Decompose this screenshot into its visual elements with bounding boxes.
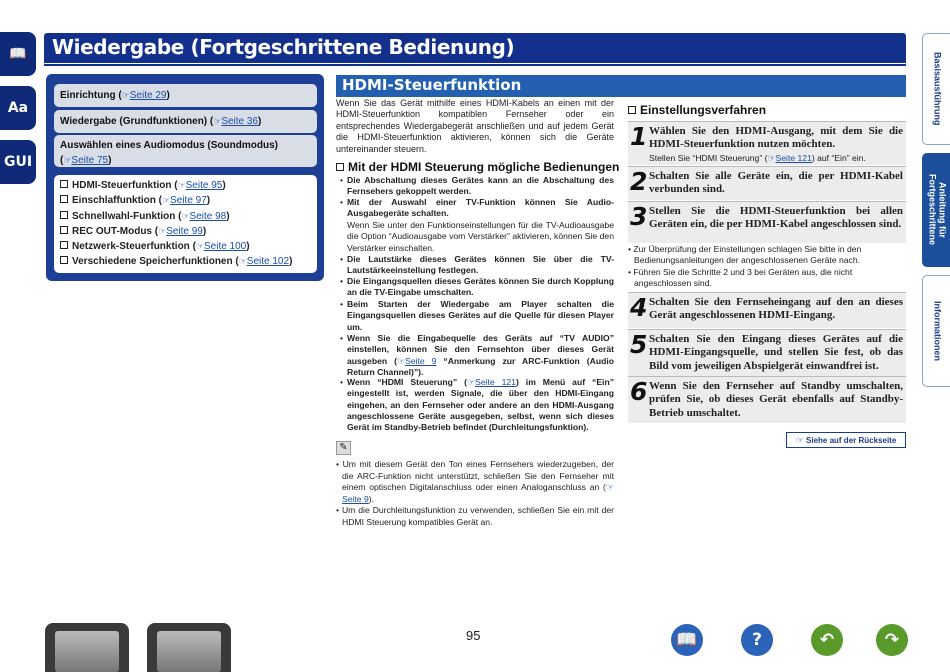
contents-icon[interactable]: 📖: [0, 32, 36, 76]
page-number: 95: [466, 628, 481, 643]
op-item: • Die Eingangsquellen dieses Gerätes können Sie durch Kopplung an die TV-Eingabe umschalten.: [340, 276, 614, 298]
step-1: 1 Wählen Sie den HDMI-Ausgang, mit dem Sie die HDMI-Steuerfunktion nutzen möchten. Stellen Sie “HDMI Steuerung” (☞Seite 121) auf “Ein” ein.: [628, 121, 906, 165]
gui-icon[interactable]: GUI: [0, 140, 36, 184]
hand-icon: ☞: [213, 116, 222, 126]
operations-heading: Mit der HDMI Steuerung mögliche Bedienungen: [336, 160, 619, 174]
front-panel-tab[interactable]: [45, 623, 129, 672]
checkbox-icon: [60, 256, 68, 264]
op-item: • Wenn “HDMI Steuerung” (☞Seite 121) im Menü auf “Ein” eingestellt ist, werden Signale, die über den HDMI-Eingang eingehen, an den Fernseher oder andere an den HDMI-Ausgang angeschlossene Geräte ausgegeben, selbst, wenn sich dieses Gerät im Standby-Betrieb befindet (Durchleitungsfunktion).: [340, 377, 614, 433]
tab-informationen[interactable]: Informationen: [922, 275, 950, 387]
tab-basisausfuehrung[interactable]: Basisausführung: [922, 33, 950, 145]
hand-icon: ☞: [795, 435, 804, 445]
nav-item-audiomodus[interactable]: Auswählen eines Audiomodus (Soundmodus) (☞Seite 75): [54, 135, 317, 167]
page-title: Wiedergabe (Fortgeschrittene Bedienung): [52, 35, 515, 59]
nav-sub-item[interactable]: Netzwerk-Steuerfunktion (☞Seite 100): [60, 239, 311, 254]
title-rule: [44, 64, 906, 66]
remote-tab[interactable]: [147, 623, 231, 672]
nav-sub-item[interactable]: Schnellwahl-Funktion (☞Seite 98): [60, 209, 311, 224]
chapter-nav: [46, 74, 324, 281]
hand-icon: ☞: [121, 90, 130, 100]
hand-icon: ☞: [63, 155, 72, 165]
checkbox-icon: [628, 106, 636, 114]
op-item: • Die Lautstärke dieses Gerätes können Sie über die TV-Lautstärkeeinstellung festlegen.: [340, 254, 614, 276]
help-icon[interactable]: ?: [741, 624, 773, 656]
op-item: • Wenn Sie die Eingabequelle des Geräts auf “TV AUDIO” einstellen, können Sie den Fernsehton über dieses Gerät ausgeben (☞Seite 9 “Anmerkung zur ARC-Funktion (Audio Return Channel)”).: [340, 333, 614, 377]
checkbox-icon: [60, 241, 68, 249]
op-item-note: Wenn Sie unter den Funktionseinstellungen für die TV-Audioausgabe die Option “Audioausgabe vom Verstärker” aktivieren, können Sie den Verstärker einschalten.: [347, 220, 614, 253]
step-3: 3 Stellen Sie die HDMI-Steuerfunktion bei allen Geräten ein, die per HDMI-Kabel angeschlossen sind.: [628, 201, 906, 243]
back-icon[interactable]: ↶: [811, 624, 843, 656]
op-item: • Beim Starten der Wiedergabe am Player schalten die Eingangsquellen dieses Gerätes auf die Quelle für diesen Player um.: [340, 299, 614, 332]
nav-sub-item[interactable]: Verschiedene Speicherfunktionen (☞Seite 102): [60, 254, 311, 269]
device-remote-icon: [157, 631, 221, 672]
step-4: 4 Schalten Sie den Fernseheingang auf den an dieses Gerät angeschlossenen HDMI-Eingang.: [628, 292, 906, 328]
step-notes: • Zur Überprüfung der Einstellungen schlagen Sie bitte in den Bedienungsanleitungen der angeschlossenen Geräte nach. • Führen Sie die Schritte 2 und 3 bei Geräten aus, die nicht angeschlossen sind.: [628, 244, 862, 288]
back-link-button[interactable]: ☞ Siehe auf der Rückseite: [786, 432, 906, 448]
step-2: 2 Schalten Sie alle Geräte ein, die per HDMI-Kabel verbunden sind.: [628, 166, 906, 200]
notes-block: • Um mit diesem Gerät den Ton eines Fernsehers wiederzugeben, der die ARC-Funktion nicht unterstützt, schließen Sie den Fernseher mit einem optischen Digitalanschluss oder einen Analoganschluss an (☞Seite 9). • Um die Durchleitungsfunktion zu verwenden, schließen Sie ein mit der HDMI Steuerung kompatibles Gerät an.: [336, 459, 615, 527]
intro-text: Wenn Sie das Gerät mithilfe eines HDMI-Kabels an einen mit der HDMI-Steuerfunktion kompatiblen Fernseher oder ein entsprechendes Wiedergabegerät anschließen und auf jedem Gerät die HDMI-Steuerfunktion aktivieren, können sich die Geräte untereinander steuern.: [336, 98, 614, 154]
step-6: 6 Wenn Sie den Fernseher auf Standby umschalten, prüfen Sie, ob dieses Gerät ebenfalls auf Standby-Betrieb umschaltet.: [628, 376, 906, 423]
nav-item-einrichtung[interactable]: Einrichtung (☞Seite 29): [54, 84, 317, 107]
checkbox-icon: [60, 226, 68, 234]
nav-sub-item[interactable]: REC OUT-Modus (☞Seite 99): [60, 224, 311, 239]
nav-item-grundfunktionen[interactable]: Wiedergabe (Grundfunktionen) (☞Seite 36): [54, 110, 317, 133]
forward-icon[interactable]: ↷: [876, 624, 908, 656]
section-header: HDMI-Steuerfunktion: [336, 75, 906, 97]
op-item: • Mit der Auswahl einer TV-Funktion können Sie Audio-Ausgabegeräte schalten.: [340, 197, 614, 219]
nav-sub-item[interactable]: Einschlaffunktion (☞Seite 97): [60, 193, 311, 208]
title-bar: [44, 33, 906, 63]
checkbox-icon: [336, 163, 344, 171]
nav-sub-list: [54, 175, 317, 273]
pencil-note-icon: ✎: [336, 441, 351, 455]
checkbox-icon: [60, 195, 68, 203]
procedure-heading: Einstellungsverfahren: [628, 103, 766, 117]
nav-sub-item[interactable]: HDMI-Steuerfunktion (☞Seite 95): [60, 178, 311, 193]
device-front-icon: [55, 631, 119, 672]
book-icon[interactable]: 📖: [671, 624, 703, 656]
op-item: • Die Abschaltung dieses Gerätes kann an die Abschaltung des Fernsehers gekoppelt werden.: [340, 175, 614, 197]
tab-fortgeschrittene[interactable]: Anleitung für Fortgeschrittene: [922, 153, 950, 267]
step-5: 5 Schalten Sie den Eingang dieses Gerätes auf die HDMI-Eingangsquelle, und stellen Sie fest, ob das Bild vom jeweiligen Abspielgerät einwandfrei ist.: [628, 329, 906, 377]
intro-block: [336, 98, 614, 155]
checkbox-icon: [60, 211, 68, 219]
text-size-icon[interactable]: Aa: [0, 86, 36, 130]
checkbox-icon: [60, 180, 68, 188]
